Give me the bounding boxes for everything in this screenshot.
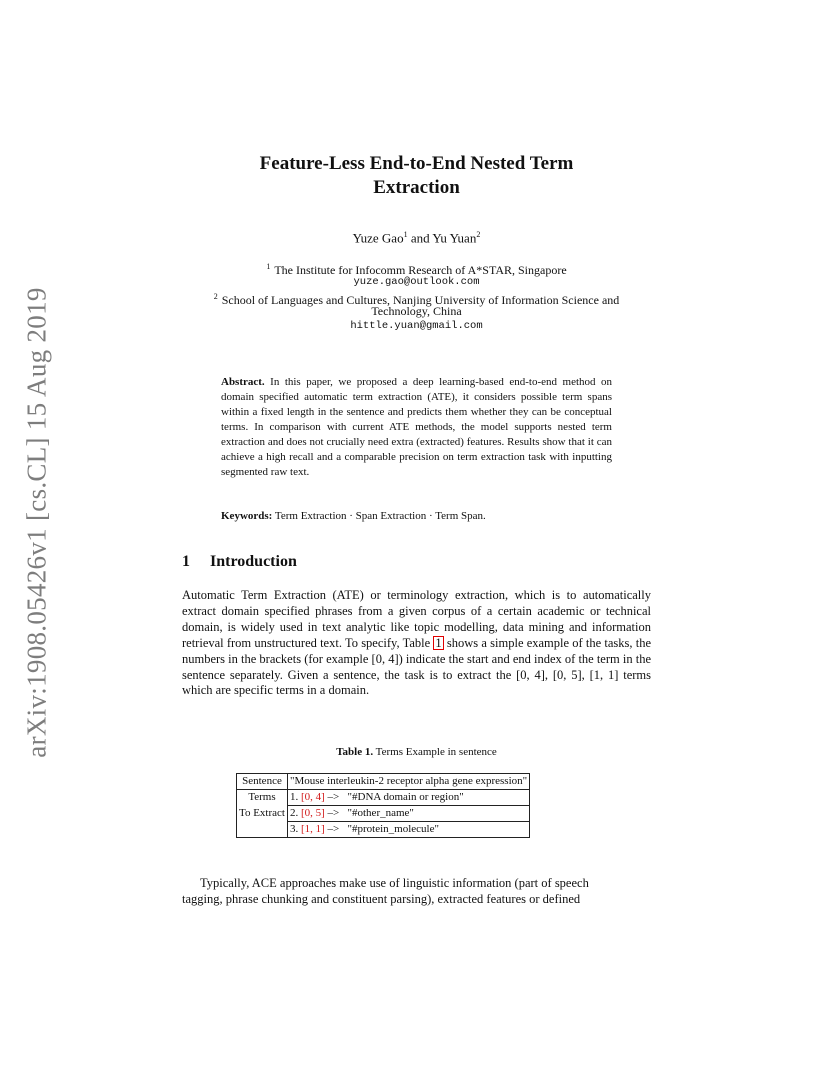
table-cell-sentence-value: "Mouse interleukin-2 receptor alpha gene expression": [287, 774, 529, 790]
table-1-caption-label: Table 1.: [336, 746, 374, 758]
terms-example-table: [236, 773, 530, 838]
author-1-sup: 1: [403, 230, 408, 239]
intro-para-1-before: Automatic Term Extraction (ATE) or terminology extraction, which is to automatically extract domain specified phrases from a given corpus of a certain academic or technical domain, is widely used in text analytic like topic modelling, data mining and information retrieval from unstructured text. To specify, Table: [182, 588, 651, 650]
intro-para-2-line-1: Typically, ACE approaches make use of linguistic information (part of speech: [200, 876, 589, 890]
section-heading-introduction: [182, 553, 297, 571]
table-cell-term: [287, 822, 529, 838]
author-2-sup: 2: [476, 230, 481, 239]
table-cell-term: [287, 806, 529, 822]
keywords-text: Term Extraction · Span Extraction · Term Span.: [274, 510, 486, 522]
keywords-line: [221, 510, 486, 522]
title-line-2: Extraction: [373, 177, 460, 198]
table-row: [237, 822, 530, 838]
affiliation-2-line-2: Technology, China: [371, 304, 462, 318]
author-and: and: [410, 230, 430, 246]
intro-paragraph-2: [182, 876, 651, 908]
term-value: "#DNA domain or region": [347, 791, 464, 803]
table-1-caption: [182, 746, 651, 758]
section-number: 1: [182, 553, 190, 570]
table-row: [237, 806, 530, 822]
table-reference-link[interactable]: 1: [435, 635, 442, 650]
affil-1-text: The Institute for Infocomm Research of A*STAR, Singapore: [274, 263, 567, 277]
term-arrow: –>: [327, 823, 340, 835]
table-cell-term: [287, 790, 529, 806]
arxiv-identifier-stamp: [17, 283, 57, 761]
keywords-label: Keywords:: [221, 510, 273, 522]
paper-title: [182, 152, 651, 200]
intro-paragraph-1: [182, 588, 651, 699]
section-title: Introduction: [210, 553, 297, 570]
affil-1-sup: 1: [266, 262, 271, 271]
email-1: yuze.gao@outlook.com: [353, 276, 480, 288]
author-2: Yu Yuan: [432, 230, 477, 246]
table-header-row: [237, 774, 530, 790]
term-index: 2.: [289, 807, 299, 819]
table-cell-to-extract-label: To Extract: [237, 806, 288, 822]
term-index: 1.: [289, 791, 299, 803]
email-2: hittle.yuan@gmail.com: [350, 320, 483, 332]
title-line-1: Feature-Less End-to-End Nested Term: [259, 153, 574, 174]
term-arrow: –>: [327, 791, 340, 803]
affil-2-sup: 2: [213, 292, 218, 301]
author-line: [182, 230, 651, 246]
term-value: "#protein_molecule": [347, 823, 439, 835]
author-1: Yuze Gao: [352, 230, 404, 246]
term-span-link[interactable]: [0, 4]: [300, 791, 325, 803]
term-span-link[interactable]: [1, 1]: [300, 823, 325, 835]
abstract-block: [221, 375, 612, 480]
table-row: [237, 790, 530, 806]
intro-para-1-after: shows a simple example of the tasks, the numbers in the brackets (for example [0, 4]) indicate the start and end index of the term in the sentence separately. Given a sentence, the task is to extract the [0, 4], [0, 5], [1, 1] terms which are specific terms in a domain.: [182, 635, 652, 698]
term-span-link[interactable]: [0, 5]: [300, 807, 325, 819]
abstract-text: In this paper, we proposed a deep learning-based end-to-end method on domain specified automatic term extraction (ATE), it considers possible term spans within a fixed length in the sentence and predicts them whether they can be conceptual terms. In comparison with current ATE methods, the model supports nested term extraction and does not crucially need extra (extracted) features. Results show that it can achieve a high recall and a comparable precision on term extraction task with inputting segmented raw text.: [221, 376, 612, 478]
term-value: "#other_name": [347, 807, 414, 819]
term-index: 3.: [289, 823, 299, 835]
intro-para-2-line-2: tagging, phrase chunking and constituent parsing), extracted features or defined: [182, 891, 581, 906]
term-arrow: –>: [327, 807, 340, 819]
arxiv-identifier-text: arXiv:1908.05426v1 [cs.CL] 15 Aug 2019: [21, 286, 52, 758]
abstract-label: Abstract.: [221, 376, 265, 388]
affil-2-line-1: School of Languages and Cultures, Nanjing University of Information Science and: [221, 293, 620, 307]
table-cell-sentence-label: Sentence: [237, 774, 288, 790]
table-cell-empty-label: [237, 822, 288, 838]
table-cell-terms-label: Terms: [237, 790, 288, 806]
table-1-caption-text: Terms Example in sentence: [375, 746, 497, 758]
